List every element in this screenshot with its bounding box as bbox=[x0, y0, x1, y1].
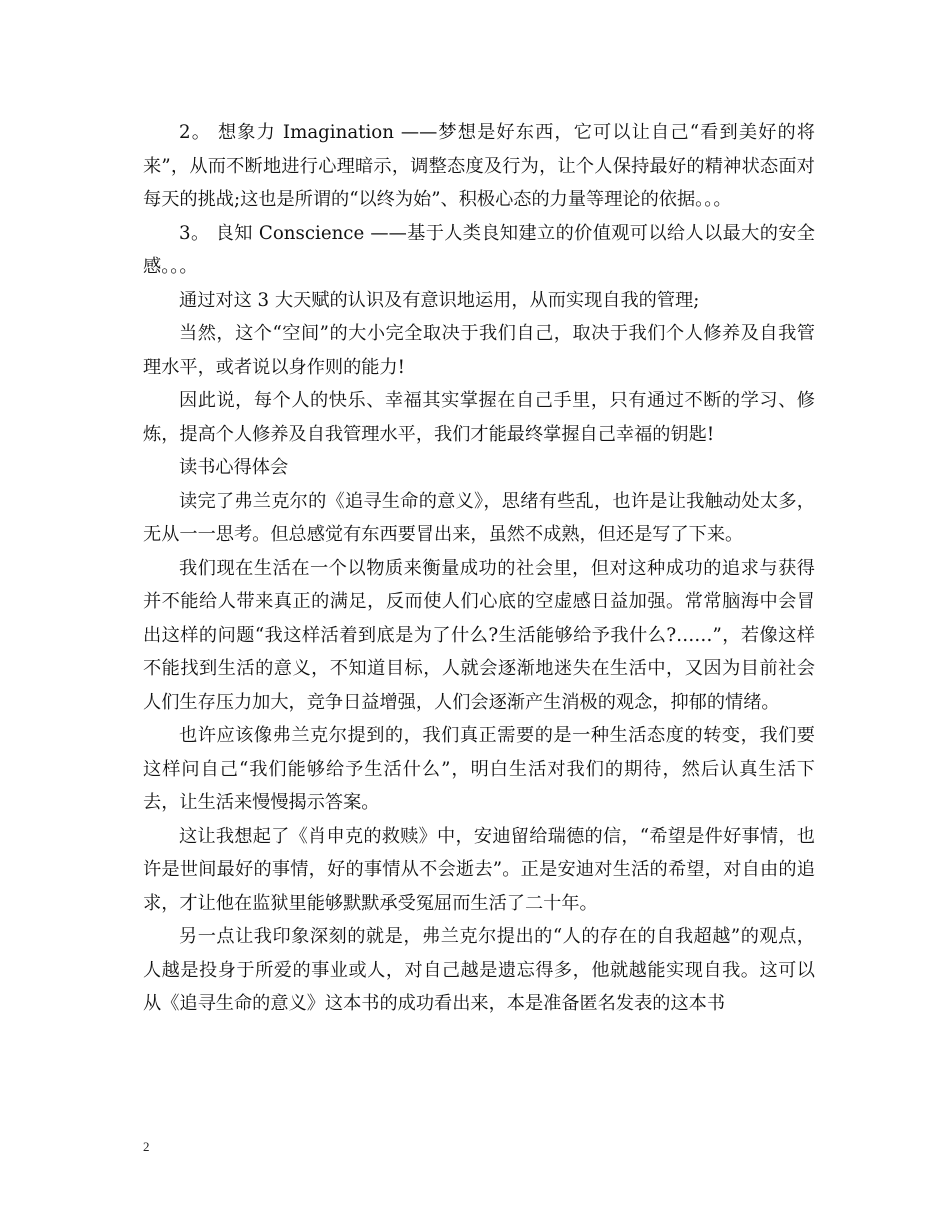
paragraph-material-society: 我们现在生活在一个以物质来衡量成功的社会里，但对这种成功的追求与获得并不能给人带来真正的满足，反而使人们心底的空虚感日益加强。常常脑海中会冒出这样的问题“我这样活着到底是为了什么?生活能够给予我什么?……”，若像这样不能找到生活的意义，不知道目标，人就会逐渐地迷失在生活中，又因为目前社会人们生存压力加大，竞争日益增强，人们会逐渐产生消极的观念，抑郁的情绪。 bbox=[143, 557, 815, 713]
paragraph-space: 当然，这个“空间”的大小完全取决于我们自己，取决于我们个人修养及自我管理水平，或者说以身作则的能力! bbox=[143, 323, 815, 378]
paragraph-shawshank: 这让我想起了《肖申克的救赎》中，安迪留给瑞德的信，“希望是件好事情，也许是世间最好的事情，好的事情从不会逝去”。正是安迪对生活的希望，对自由的追求，才让他在监狱里能够默默承受冤屈而生活了二十年。 bbox=[143, 825, 815, 914]
paragraph-three-talents: 通过对这 3 大天赋的认识及有意识地运用，从而实现自我的管理; bbox=[179, 289, 700, 311]
paragraph-happiness: 因此说，每个人的快乐、幸福其实掌握在自己手里，只有通过不断的学习、修炼，提高个人修养及自我管理水平，我们才能最终掌握自己幸福的钥匙! bbox=[143, 390, 815, 445]
document-body bbox=[143, 116, 815, 1021]
section-heading-reading-notes: 读书心得体会 bbox=[179, 457, 289, 478]
paragraph-after-reading: 读完了弗兰克尔的《追寻生命的意义》，思绪有些乱，也许是让我触动处太多，无从一一思考。但总感觉有东西要冒出来，虽然不成熟，但还是写了下来。 bbox=[143, 490, 815, 545]
paragraph-conscience: 3。 良知 Conscience ——基于人类良知建立的价值观可以给人以最大的安全感。。。 bbox=[143, 222, 815, 277]
paragraph-imagination: 2。 想象力 Imagination ——梦想是好东西，它可以让自己“看到美好的将来”，从而不断地进行心理暗示，调整态度及行为，让个人保持最好的精神状态面对每天的挑战;这也是所谓的“以终为始”、积极心态的力量等理论的依据。。。 bbox=[143, 122, 815, 210]
page-number: 2 bbox=[143, 1139, 150, 1154]
paragraph-self-transcendence: 另一点让我印象深刻的就是，弗兰克尔提出的“人的存在的自我超越”的观点，人越是投身于所爱的事业或人，对自己越是遗忘得多，他就越能实现自我。这可以从《追寻生命的意义》这本书的成功看出来，本是准备匿名发表的这本书 bbox=[143, 926, 815, 1014]
paragraph-attitude-change: 也许应该像弗兰克尔提到的，我们真正需要的是一种生活态度的转变，我们要这样问自己“我们能够给予生活什么”，明白生活对我们的期待，然后认真生活下去，让生活来慢慢揭示答案。 bbox=[143, 725, 815, 813]
